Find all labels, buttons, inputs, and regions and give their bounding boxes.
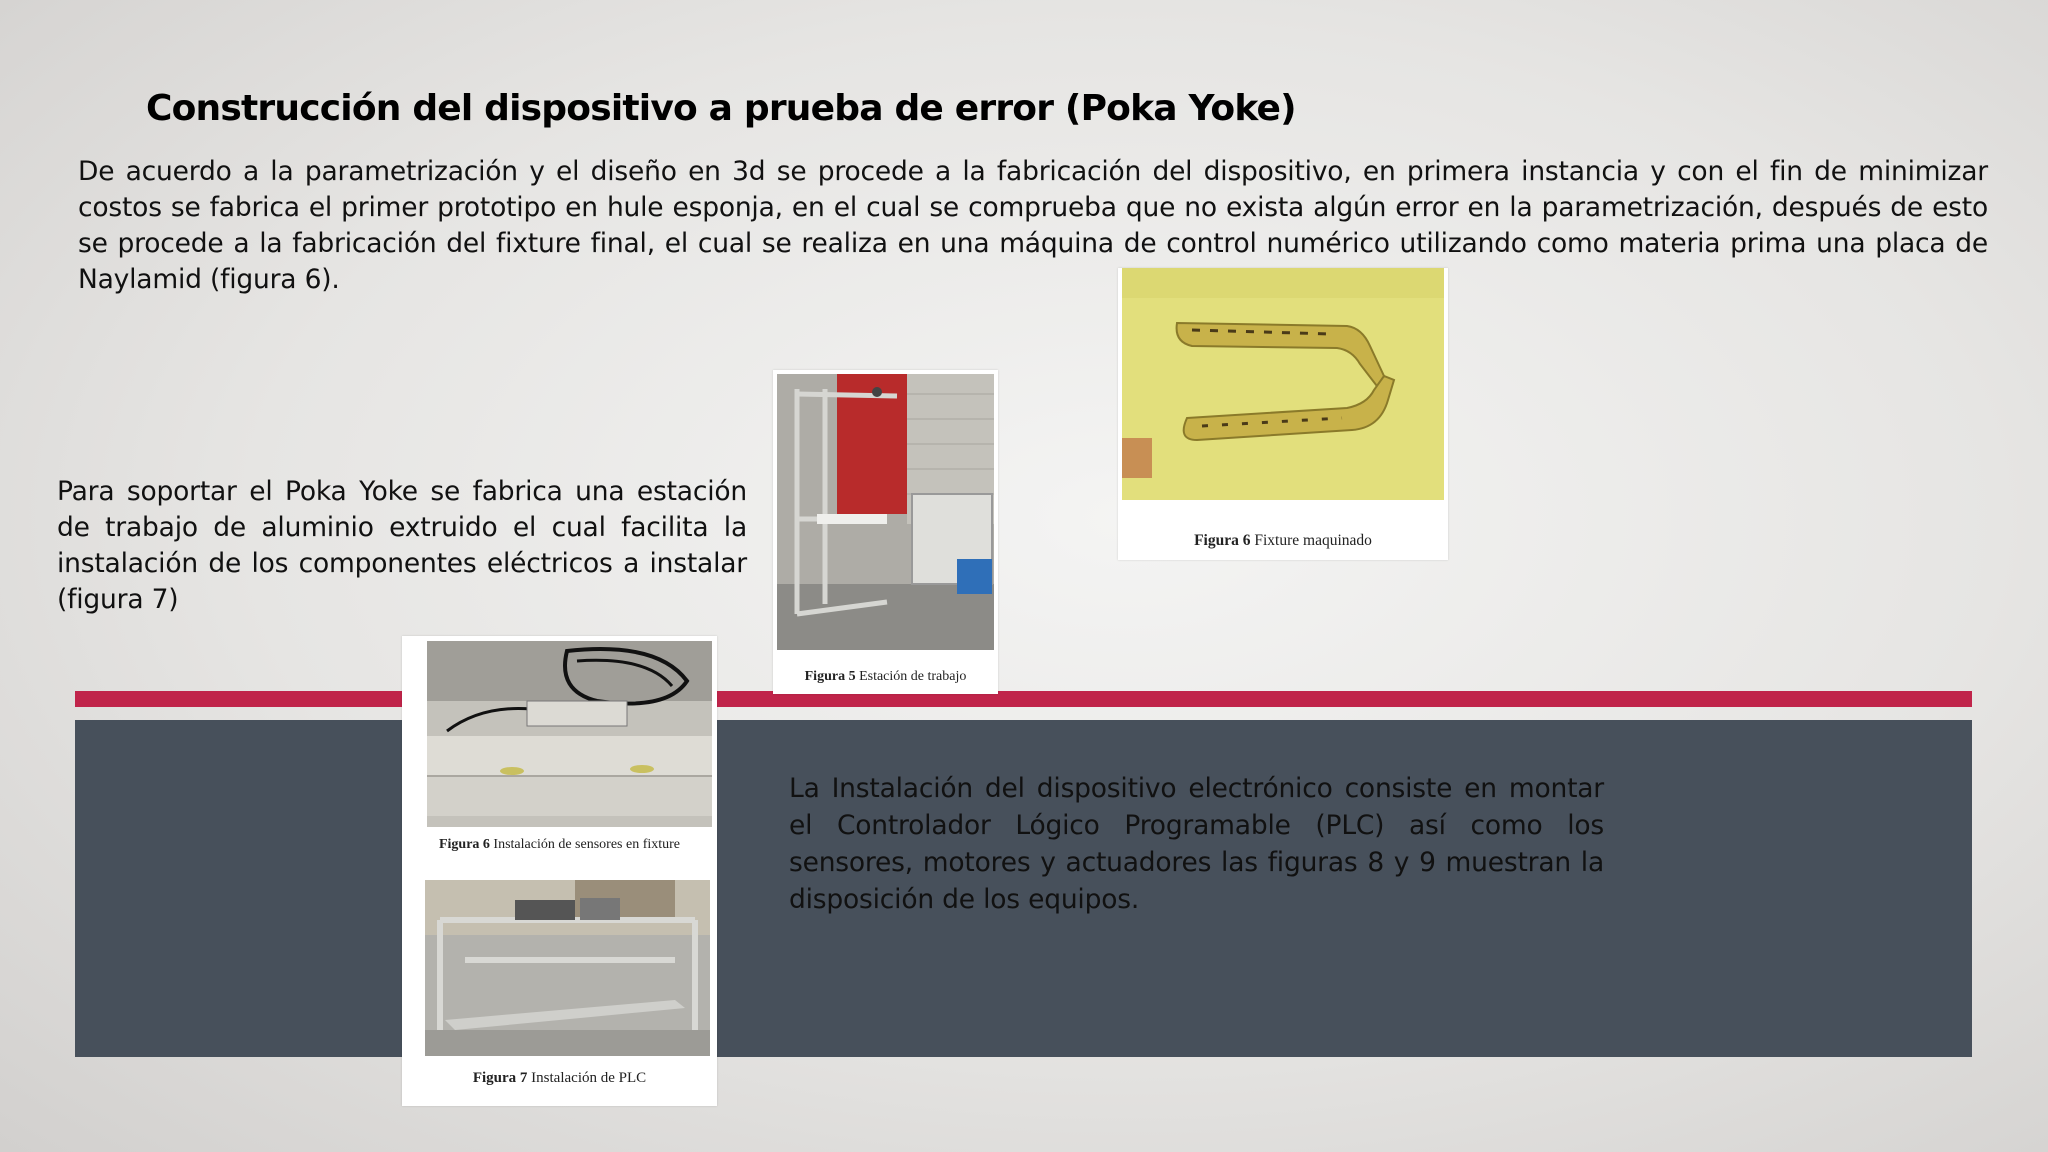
fixture-caption: Figura 6 Fixture maquinado (1194, 532, 1372, 549)
sensors-caption: Figura 6 Instalación de sensores en fixture (438, 837, 681, 852)
station-caption: Figura 5 Estación de trabajo (804, 669, 967, 684)
fixture-photo (1122, 268, 1444, 500)
station-photo (777, 374, 994, 650)
plc-caption: Figura 7 Instalación de PLC (472, 1070, 647, 1086)
plc-photo (425, 880, 710, 1056)
intro-paragraph: De acuerdo a la parametrización y el diseño en 3d se procede a la fabricación del dispositivo, en primera instancia y con el fin de minimizar costos se fabrica el primer prototipo en hule esponja, en el cual se comprueba que no exista algún error en la parametrización, después de esto se procede a la fabricación del fixture final, el cual se realiza en una máquina de control numérico utilizando como materia prima una placa de Naylamid (figura 6). (78, 156, 1988, 295)
slide-title: Construcción del dispositivo a prueba de error (Poka Yoke) (146, 88, 1296, 129)
installation-paragraph: La Instalación del dispositivo electrónico consiste en montar el Controlador Lógico Programable (PLC) así como los sensores, motores y actuadores las figuras 8 y 9 muestran la disposición de los equipos. (789, 773, 1604, 915)
station-paragraph: Para soportar el Poka Yoke se fabrica una estación de trabajo de aluminio extruido el cual facilita la instalación de los componentes eléctricos a instalar (figura 7) (57, 476, 747, 615)
figure-sensors-plc (402, 636, 717, 1106)
figure-fixture (1118, 268, 1448, 560)
figure-station (773, 370, 998, 694)
sensors-photo (427, 641, 712, 827)
red-accent-bar (75, 691, 1972, 707)
